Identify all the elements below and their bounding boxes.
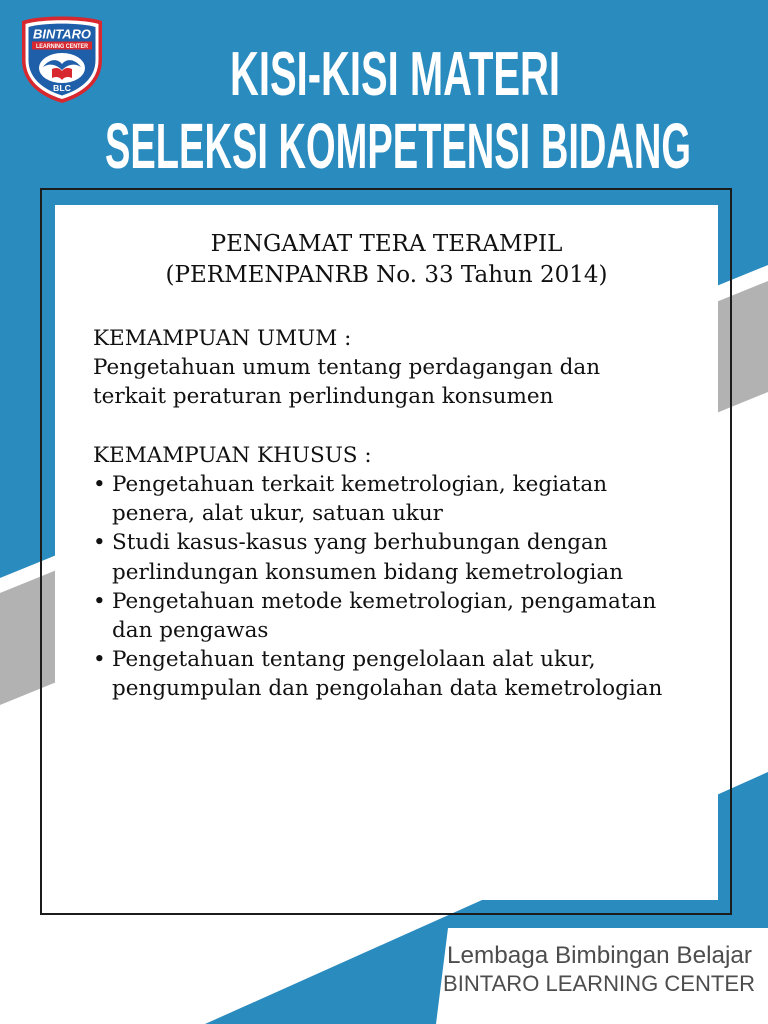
general-ability-label: KEMAMPUAN UMUM :	[93, 326, 352, 351]
position-title: PENGAMAT TERA TERAMPIL	[210, 231, 563, 257]
list-item	[93, 470, 713, 528]
footer	[430, 935, 768, 1005]
logo-bottom-text: BLC	[53, 83, 71, 93]
content-heading	[55, 229, 718, 291]
specific-ability-list	[93, 470, 713, 704]
title-line-2: SELEKSI KOMPETENSI BIDANG	[105, 110, 691, 182]
content-body	[93, 324, 713, 704]
bullet-icon: •	[93, 647, 106, 673]
list-item-line: Pengetahuan tentang pengelolaan alat ukur,	[112, 647, 596, 673]
logo	[19, 12, 105, 104]
list-item	[93, 645, 713, 703]
title	[0, 0, 768, 185]
list-item-line: pengumpulan dan pengolahan data kemetrologian	[112, 676, 663, 702]
list-item	[93, 528, 713, 586]
general-ability-line: Pengetahuan umum tentang perdagangan dan	[93, 355, 601, 381]
list-item-line: Pengetahuan terkait kemetrologian, kegiatan	[112, 472, 608, 497]
list-item	[93, 587, 713, 645]
list-item-line: dan pengawas	[112, 618, 269, 644]
logo-ribbon-text: LEARNING CENTER	[36, 43, 89, 50]
list-item-line: Pengetahuan metode kemetrologian, pengamatan	[112, 588, 657, 614]
bullet-icon: •	[93, 530, 106, 556]
regulation-reference: (PERMENPANRB No. 33 Tahun 2014)	[165, 262, 608, 288]
general-ability-line: terkait peraturan perlindungan konsumen	[93, 384, 554, 410]
footer-line-2: BINTARO LEARNING CENTER	[443, 971, 755, 996]
title-line-1: KISI-KISI MATERI	[230, 40, 560, 109]
specific-ability-label: KEMAMPUAN KHUSUS :	[93, 442, 372, 468]
logo-top-text: BINTARO	[33, 27, 92, 42]
list-item-line: penera, alat ukur, satuan ukur	[112, 501, 443, 527]
bullet-icon: •	[93, 472, 106, 497]
section-spacer	[93, 412, 713, 441]
bullet-icon: •	[93, 588, 106, 614]
list-item-line: Studi kasus-kasus yang berhubungan dengan	[112, 530, 608, 556]
footer-line-1: Lembaga Bimbingan Belajar	[447, 942, 752, 969]
list-item-line: perlindungan konsumen bidang kemetrologian	[112, 559, 624, 585]
